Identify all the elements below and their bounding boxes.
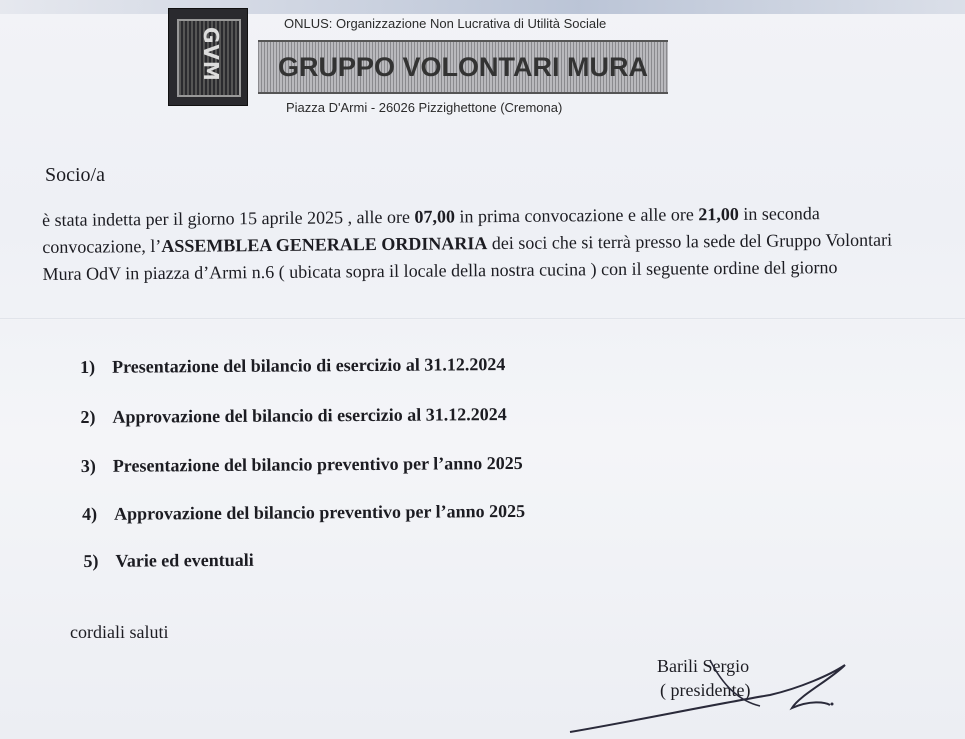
agenda-list (80, 351, 700, 571)
org-logo (168, 8, 248, 106)
agenda-text: Approvazione del bilancio di esercizio al 31.12.2024 (112, 404, 507, 427)
agenda-text: Varie ed eventuali (115, 549, 254, 571)
logo-letters: GVM (199, 27, 223, 82)
salutation: Socio/a (45, 164, 105, 186)
org-banner (258, 40, 668, 94)
assembly-title: ASSEMBLEA GENERALE ORDINARIA (161, 233, 488, 256)
paper-fold (0, 318, 965, 320)
first-call-time: 07,00 (414, 206, 456, 227)
org-name: GRUPPO VOLONTARI MURA (278, 52, 648, 82)
body-part-1: è stata indetta per il giorno 15 aprile 2025 , alle ore (42, 206, 415, 230)
agenda-text: Approvazione del bilancio preventivo per l’anno 2025 (114, 500, 526, 524)
signatory-name: Barili Sergio (657, 656, 750, 676)
body-part-3: in seconda convocazione, l’ (42, 203, 820, 257)
second-call-time: 21,00 (698, 203, 739, 225)
handwritten-signature (560, 650, 860, 739)
body-part-4: dei soci che si terrà presso la sede del Gruppo Volontari Mura OdV in piazza d’Armi n.6 ( ubicata sopra il locale della nostra cucina ) con il seguente ordine del giorno (42, 229, 893, 284)
agenda-number: 4) (82, 503, 98, 524)
onlus-line: ONLUS: Organizzazione Non Lucrativa di Utilità Sociale (284, 16, 607, 31)
agenda-number: 5) (83, 550, 99, 571)
agenda-item (81, 453, 523, 477)
agenda-text: Presentazione del bilancio di esercizio al 31.12.2024 (112, 354, 506, 377)
agenda-number: 2) (80, 406, 96, 427)
agenda-number: 3) (80, 455, 96, 476)
closing-line: cordiali saluti (70, 622, 169, 642)
logo-emblem (177, 19, 241, 97)
agenda-item (83, 550, 253, 572)
signatory-role: ( presidente) (660, 680, 751, 700)
org-address: Piazza D'Armi - 26026 Pizzighettone (Cremona) (286, 100, 563, 115)
agenda-item (82, 501, 525, 525)
agenda-number: 1) (80, 356, 96, 377)
letterhead (166, 2, 676, 120)
agenda-item (80, 354, 505, 378)
agenda-item (80, 404, 506, 428)
body-paragraph (42, 199, 903, 288)
agenda-text: Presentazione del bilancio preventivo per l’anno 2025 (112, 452, 523, 476)
body-part-2: in prima convocazione e alle ore (454, 204, 699, 227)
